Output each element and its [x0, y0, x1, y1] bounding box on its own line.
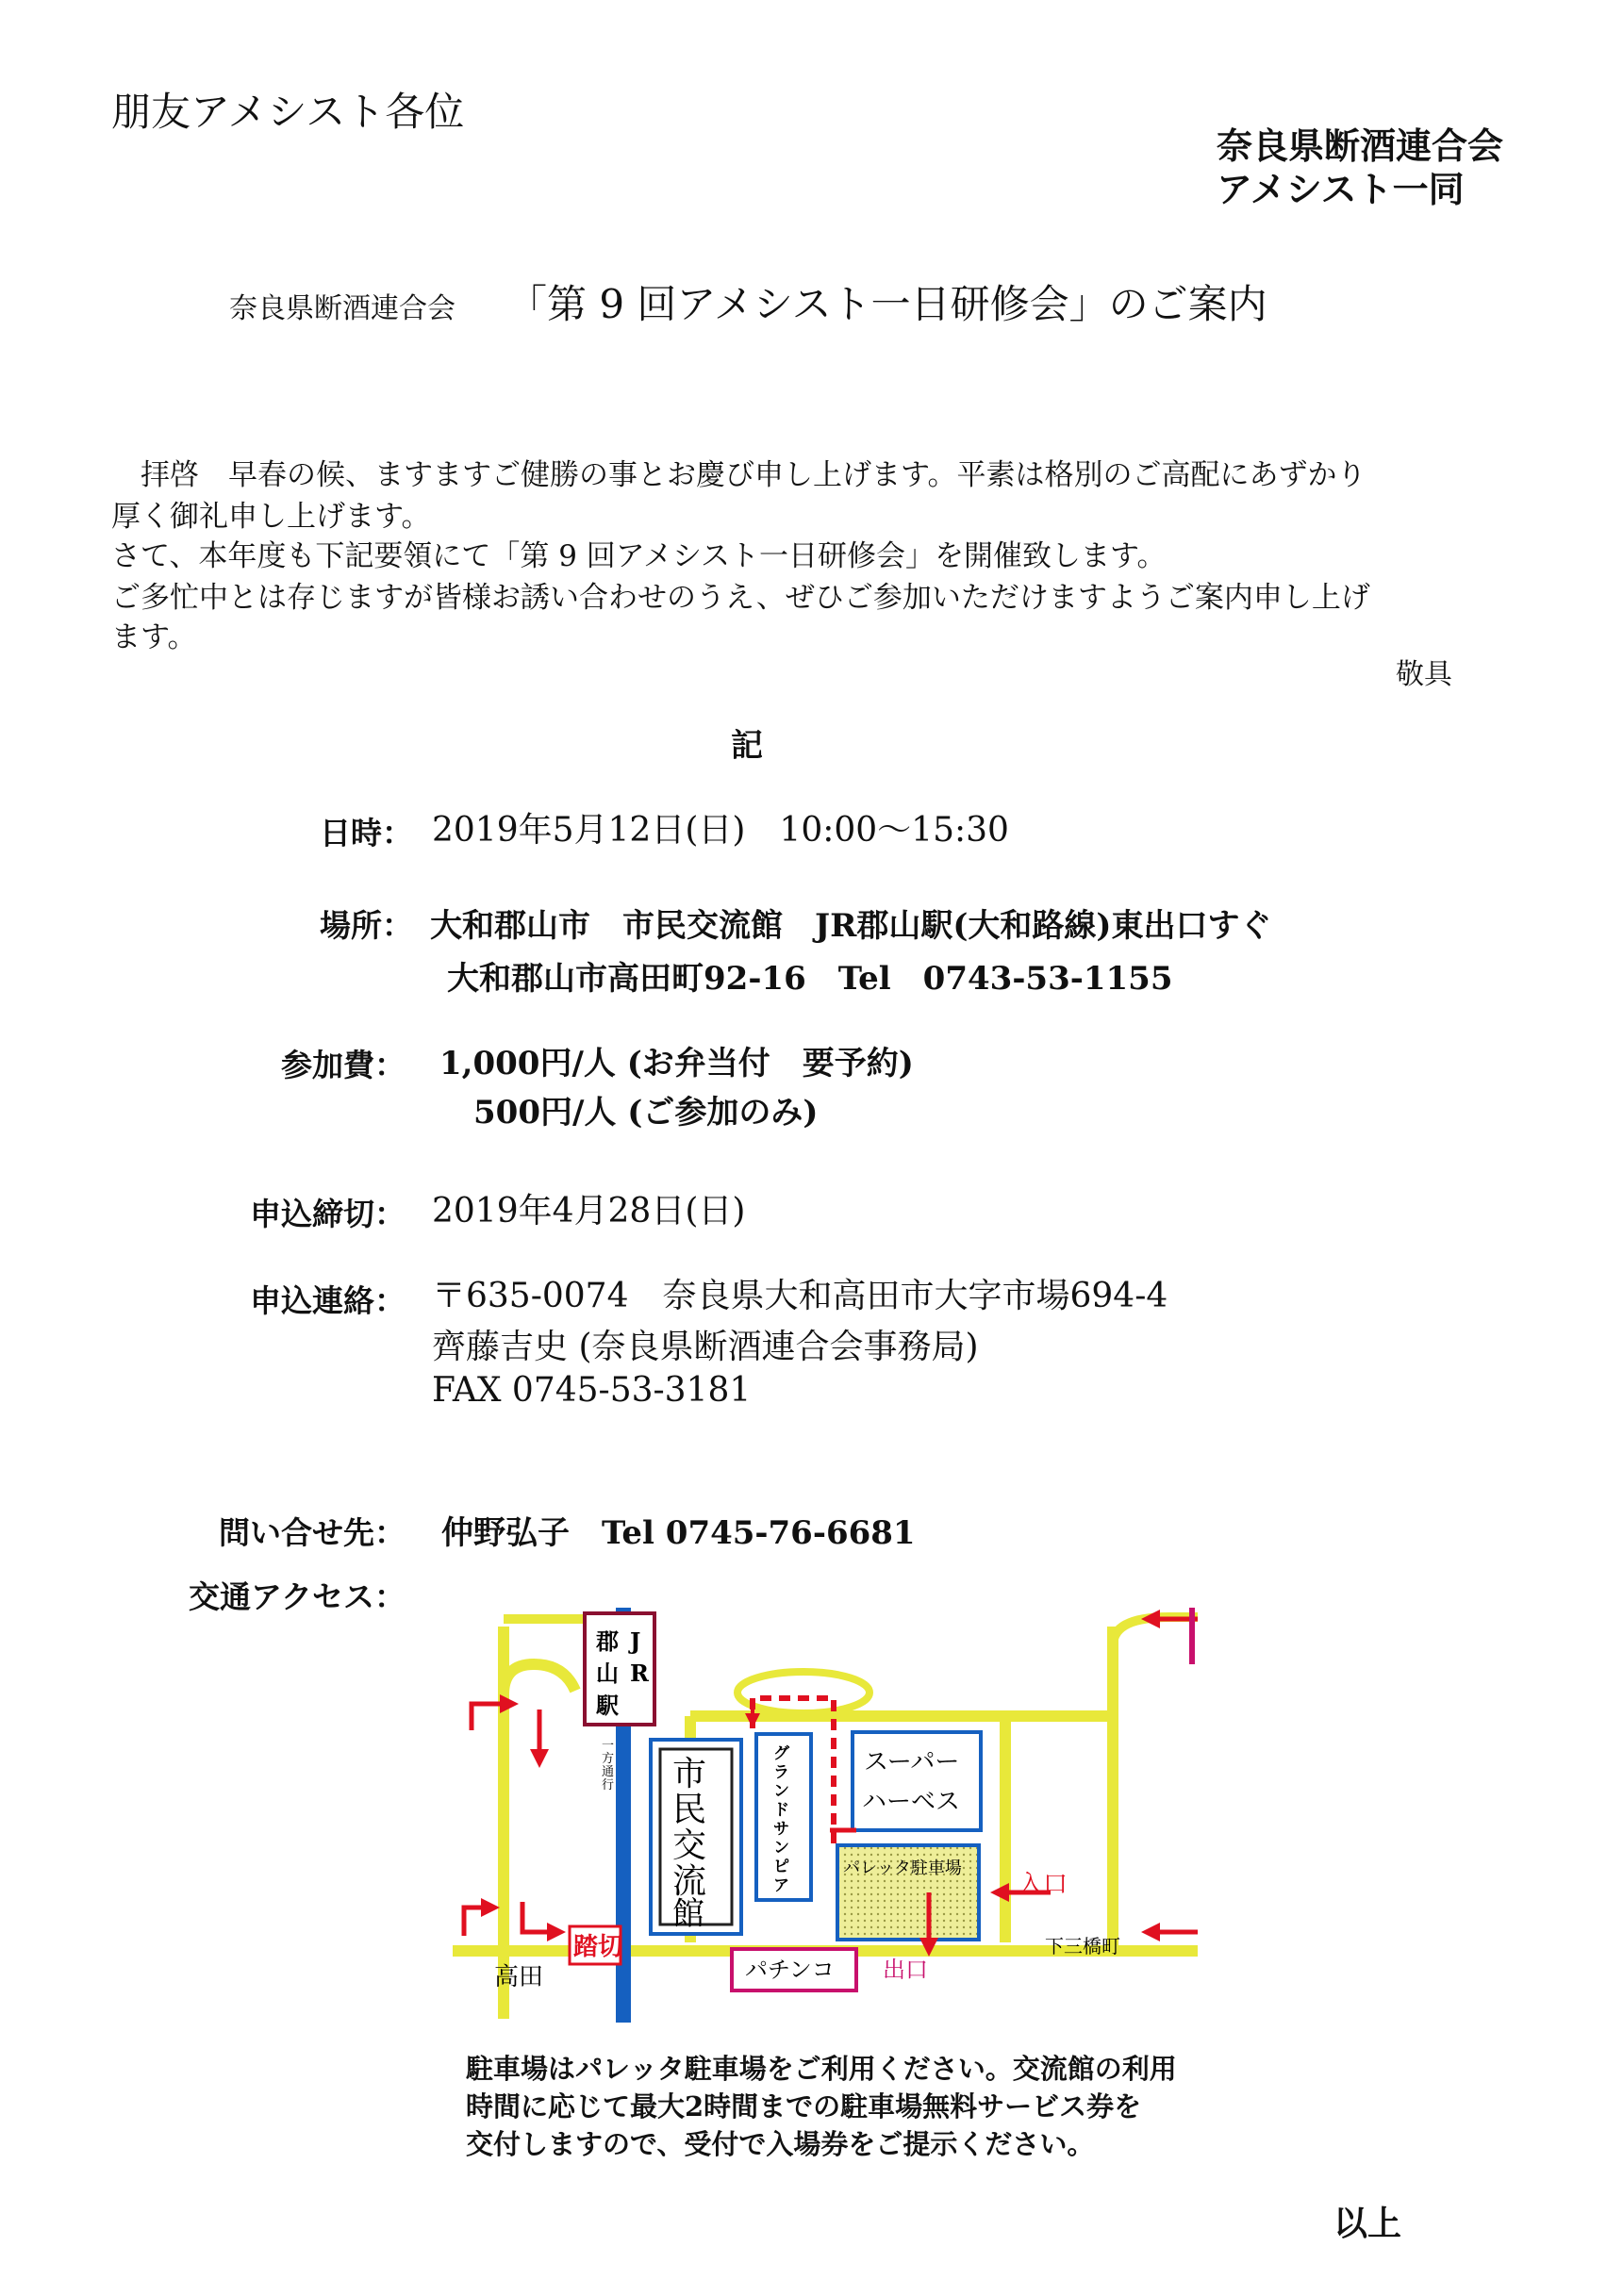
contact-line-2: 齊藤吉史 (奈良県断酒連合会事務局) — [432, 1328, 979, 1366]
fee-line-2: 500円/人 (ご参加のみ) — [473, 1094, 819, 1131]
oneway-2: 方 — [602, 1752, 615, 1766]
grand-7: ピ — [773, 1858, 789, 1876]
station-box — [585, 1613, 654, 1725]
access-label: 交通アクセス： — [188, 1578, 406, 1615]
map-station-3: 駅 — [596, 1692, 619, 1719]
hall-2: 民 — [672, 1791, 707, 1829]
grand-8: ア — [773, 1876, 789, 1895]
hall-4: 流 — [672, 1862, 707, 1901]
oneway-3: 通 — [602, 1765, 615, 1779]
hall-1: 市 — [672, 1755, 707, 1793]
super-line-1: スーパー — [864, 1748, 960, 1776]
parking-label: パレッタ駐車場 — [843, 1858, 962, 1878]
grand-1: グ — [773, 1744, 789, 1763]
closing-keigu: 敬具 — [1396, 658, 1452, 691]
salutation: 朋友アメシスト各位 — [111, 89, 465, 135]
date-label: 日時： — [320, 815, 413, 851]
inquiry-value: 仲野弘子 Tel 0745-76-6681 — [441, 1514, 916, 1552]
map-station-2: 山 — [596, 1660, 619, 1687]
contact-line-3: FAX 0745-53-3181 — [432, 1371, 752, 1410]
exit-label: 出口 — [883, 1957, 928, 1983]
body-line: ます。 — [111, 620, 197, 654]
parking-note-line-3: 交付しますので、受付で入場券をご提示ください。 — [466, 2128, 1095, 2160]
body-line: 厚く御礼申し上げます。 — [111, 500, 431, 534]
title-org: 奈良県断酒連合会 — [229, 292, 455, 325]
crossing-sign — [570, 1926, 622, 1964]
place-line-2: 大和郡山市高田町92-16 Tel 0743-53-1155 — [447, 960, 1173, 998]
ki-heading: 記 — [731, 727, 763, 765]
body-line: ご多忙中とは存じますが皆様お誘い合わせのうえ、ぜひご参加いただけますようご案内申し上げ — [111, 581, 1370, 615]
inquiry-label: 問い合せ先： — [219, 1514, 406, 1551]
fee-label: 参加費： — [281, 1047, 406, 1083]
place-label: 場所： — [320, 907, 413, 944]
deadline-label: 申込締切： — [250, 1196, 406, 1232]
entrance-label: 入口 — [1019, 1871, 1068, 1899]
deadline-value: 2019年4月28日(日) — [432, 1192, 746, 1231]
fee-line-1: 1,000円/人 (お弁当付 要予約) — [439, 1045, 914, 1082]
map-jr-1: J — [630, 1627, 641, 1655]
grand-6: ン — [773, 1839, 789, 1858]
body-line: さて、本年度も下記要領にて「第 9 回アメシスト一日研修会」を開催致します。 — [111, 539, 1167, 573]
grand-2: ラ — [773, 1763, 789, 1782]
oneway-sign — [602, 1739, 614, 1792]
super-harves-building — [853, 1732, 981, 1830]
contact-label: 申込連絡： — [250, 1282, 406, 1319]
crossing-label: 踏切 — [573, 1933, 623, 1961]
civic-hall-building — [651, 1740, 741, 1934]
grand-sanpia-building — [756, 1734, 811, 1900]
oneway-4: 行 — [602, 1778, 615, 1792]
body-line: 拝啓 早春の候、ますますご健勝の事とお慶び申し上げます。平素は格別のご高配にあずかり — [111, 458, 1366, 492]
sender-org: 奈良県断酒連合会 — [1217, 124, 1504, 167]
contact-line-1: 〒635-0074 奈良県大和高田市大字市場694-4 — [432, 1277, 1168, 1315]
paletta-parking — [837, 1845, 979, 1940]
grand-4: ド — [773, 1801, 789, 1820]
parking-note-line-2: 時間に応じて最大2時間までの駐車場無料サービス券を — [466, 2090, 1142, 2123]
access-map — [453, 1608, 1198, 2034]
map-jr-2: R — [630, 1660, 649, 1687]
page-title: 「第 9 回アメシスト一日研修会」のご案内 — [507, 281, 1267, 327]
super-line-2: ハーベス — [862, 1788, 961, 1816]
end-ijou: 以上 — [1333, 2204, 1402, 2243]
shimosanbashi-label: 下三橋町 — [1045, 1935, 1120, 1957]
grand-5: サ — [773, 1820, 789, 1839]
oneway-1: 一 — [602, 1739, 615, 1753]
map-station-1: 郡 — [596, 1627, 619, 1655]
pachinko-label: パチンコ — [745, 1957, 835, 1983]
sender-group: アメシスト一同 — [1217, 168, 1465, 210]
corner-text: 高田 — [494, 1963, 544, 1991]
hall-3: 交 — [672, 1826, 707, 1865]
grand-3: ン — [773, 1782, 789, 1801]
place-line-1: 大和郡山市 市民交流館 JR郡山駅(大和路線)東出口すぐ — [430, 907, 1272, 945]
parking-note-line-1: 駐車場はパレッタ駐車場をご利用ください。交流館の利用 — [466, 2053, 1177, 2085]
pachinko-building — [732, 1949, 856, 1990]
date-value: 2019年5月12日(日) 10:00～15:30 — [432, 811, 1009, 850]
hall-5: 館 — [672, 1895, 704, 1933]
